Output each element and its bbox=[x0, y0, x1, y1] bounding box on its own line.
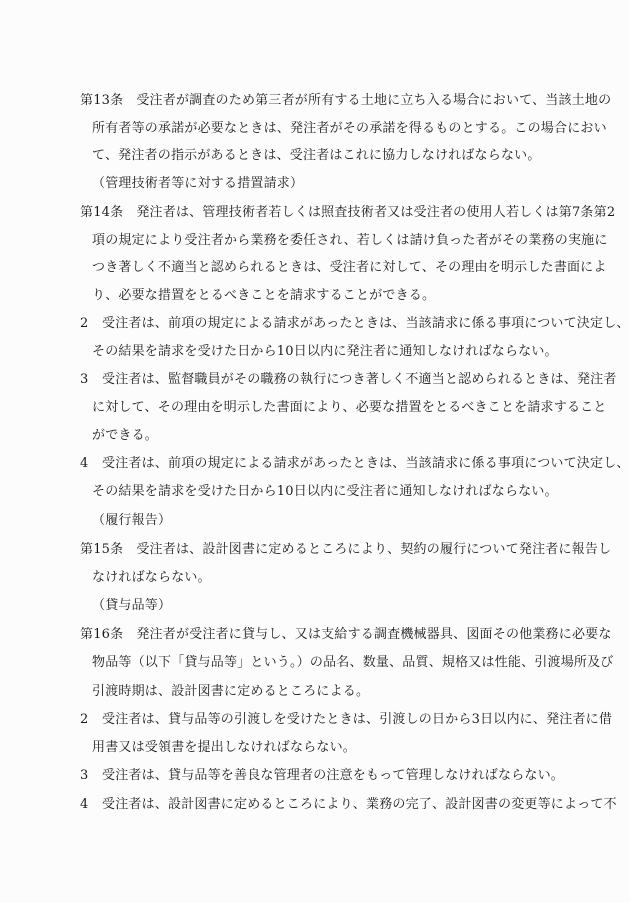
paragraph-text: 受注者は、監督職員がその職務の執行につき著しく不適当と認められるときは、発注者 bbox=[102, 372, 617, 387]
article-text: 発注者が受注者に貸与し、又は支給する調査機械器具、図面その他業務に必要な bbox=[136, 627, 612, 642]
article-16-para-2-line-2: 用書又は受領書を提出しなければならない。 bbox=[92, 740, 357, 755]
paragraph-number: 2 bbox=[80, 712, 89, 727]
article-text: 受注者が調査のため第三者が所有する土地に立ち入る場合において、当該土地の bbox=[136, 93, 612, 108]
article-13-line-1 bbox=[80, 91, 611, 111]
article-15-line-1 bbox=[80, 540, 611, 560]
paragraph-text: 受注者は、設計図書に定めるところにより、業務の完了、設計図書の変更等によって不 bbox=[102, 797, 617, 812]
article-14-line-3: つき著しく不適当と認められるときは、受注者に対して、その理由を明示した書面によ bbox=[92, 260, 607, 275]
article-15-line-2: なければならない。 bbox=[92, 570, 211, 585]
section-caption: （履行報告） bbox=[92, 513, 172, 528]
article-14-para-2-line-2: その結果を請求を受けた日から10日以内に発注者に通知しなければならない。 bbox=[92, 344, 558, 359]
article-number: 第13条 bbox=[80, 93, 124, 108]
article-16-line-2: 物品等（以下「貸与品等」という。）の品名、数量、品質、規格又は性能、引渡場所及び bbox=[92, 655, 614, 670]
paragraph-number: 4 bbox=[80, 797, 89, 812]
article-16-para-2-line-1 bbox=[80, 710, 612, 730]
article-14-para-4-line-1 bbox=[80, 454, 630, 474]
article-16-line-1 bbox=[80, 625, 612, 645]
section-caption: （貸与品等） bbox=[92, 598, 172, 613]
article-13-line-3: て、発注者の指示があるときは、受注者はこれに協力しなければならない。 bbox=[92, 148, 541, 163]
article-14-line-4: り、必要な措置をとるべきことを請求することができる。 bbox=[92, 288, 436, 303]
paragraph-text: 受注者は、前項の規定による請求があったときは、当該請求に係る事項について決定し、 bbox=[102, 456, 630, 471]
article-14-para-3-line-2: に対して、その理由を明示した書面により、必要な措置をとるべきことを請求すること bbox=[92, 400, 607, 415]
paragraph-text: 受注者は、前項の規定による請求があったときは、当該請求に係る事項について決定し、 bbox=[102, 316, 630, 331]
article-14-para-2-line-1 bbox=[80, 314, 630, 334]
article-16-para-3-line-1 bbox=[80, 766, 564, 786]
paragraph-number: 4 bbox=[80, 456, 89, 471]
paragraph-number: 2 bbox=[80, 316, 89, 331]
paragraph-number: 3 bbox=[80, 768, 89, 783]
article-14-line-2: 項の規定により受注者から業務を委任され、若しくは請け負った者がその業務の実施に bbox=[92, 233, 608, 248]
article-number: 第14条 bbox=[80, 205, 124, 220]
article-14-line-1 bbox=[80, 203, 615, 223]
article-text: 発注者は、管理技術者若しくは照査技術者又は受注者の使用人若しくは第7条第2 bbox=[136, 205, 616, 220]
article-14-para-4-line-2: その結果を請求を受けた日から10日以内に受注者に通知しなければならない。 bbox=[92, 484, 558, 499]
paragraph-text: 受注者は、貸与品等の引渡しを受けたときは、引渡しの日から3日以内に、発注者に借 bbox=[102, 712, 613, 727]
article-14-para-3-line-1 bbox=[80, 370, 617, 390]
article-text: 受注者は、設計図書に定めるところにより、契約の履行について発注者に報告し bbox=[136, 542, 612, 557]
article-16-para-4-line-1 bbox=[80, 795, 617, 815]
article-number: 第16条 bbox=[80, 627, 124, 642]
article-number: 第15条 bbox=[80, 542, 124, 557]
article-13-line-2: 所有者等の承諾が必要なときは、発注者がその承諾を得るものとする。この場合におい bbox=[92, 121, 607, 136]
paragraph-text: 受注者は、貸与品等を善良な管理者の注意をもって管理しなければならない。 bbox=[102, 768, 565, 783]
article-14-para-3-line-3: ができる。 bbox=[92, 428, 159, 443]
paragraph-number: 3 bbox=[80, 372, 89, 387]
article-16-line-3: 引渡時期は、設計図書に定めるところによる。 bbox=[92, 684, 370, 699]
section-caption: （管理技術者等に対する措置請求） bbox=[92, 176, 304, 191]
